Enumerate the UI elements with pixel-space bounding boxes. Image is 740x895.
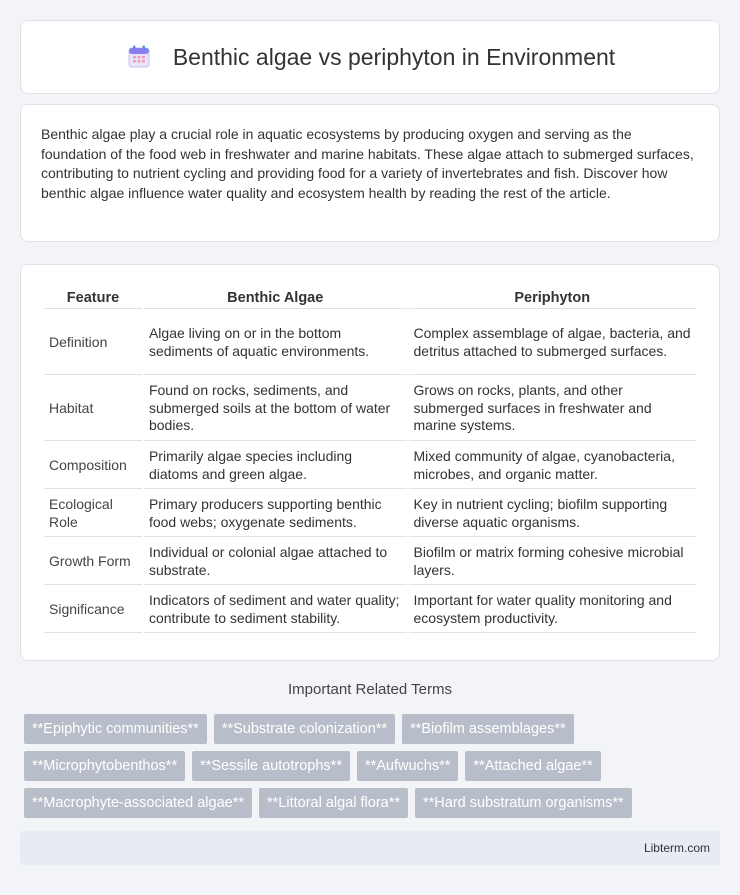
cell-periphyton: Biofilm or matrix forming cohesive microbial layers.: [409, 539, 697, 585]
header-benthic-algae: Benthic Algae: [144, 287, 407, 309]
table-row: [44, 377, 696, 441]
comparison-card: [20, 264, 720, 661]
cell-feature: Ecological Role: [44, 491, 142, 537]
cell-feature: Significance: [44, 587, 142, 633]
cell-periphyton: Complex assemblage of algae, bacteria, and detritus attached to submerged surfaces.: [409, 311, 697, 375]
cell-benthic: Primary producers supporting benthic food webs; oxygenate sediments.: [144, 491, 407, 537]
cell-periphyton: Mixed community of algae, cyanobacteria, microbes, and organic matter.: [409, 443, 697, 489]
related-term-tag[interactable]: **Littoral algal flora**: [259, 788, 408, 818]
related-term-tag[interactable]: **Substrate colonization**: [214, 714, 395, 744]
cell-feature: Growth Form: [44, 539, 142, 585]
table-row: [44, 491, 696, 537]
calendar-icon: [125, 43, 153, 71]
table-row: [44, 443, 696, 489]
header-periphyton: Periphyton: [409, 287, 697, 309]
cell-periphyton: Grows on rocks, plants, and other submerged surfaces in freshwater and marine systems.: [409, 377, 697, 441]
related-term-tag[interactable]: **Biofilm assemblages**: [402, 714, 574, 744]
related-terms-list: [24, 714, 724, 825]
cell-periphyton: Important for water quality monitoring and ecosystem productivity.: [409, 587, 697, 633]
table-row: [44, 311, 696, 375]
intro-text: Benthic algae play a crucial role in aquatic ecosystems by producing oxygen and serving as the foundation of the food web in freshwater and marine habitats. These algae attach to submerged surfaces, contributing to nutrient cycling and providing food for a variety of invertebrates and fish. Discover how benthic algae influence water quality and ecosystem health by reading the rest of the article.: [41, 126, 694, 201]
header-feature: Feature: [44, 287, 142, 309]
header-card: [20, 20, 720, 94]
intro-card: [20, 104, 720, 242]
related-terms-title: Important Related Terms: [288, 681, 452, 698]
table-row: [44, 587, 696, 633]
cell-benthic: Primarily algae species including diatoms and green algae.: [144, 443, 407, 489]
cell-benthic: Individual or colonial algae attached to substrate.: [144, 539, 407, 585]
cell-periphyton: Key in nutrient cycling; biofilm supporting diverse aquatic organisms.: [409, 491, 697, 537]
comparison-table: [42, 285, 698, 635]
related-term-tag[interactable]: **Sessile autotrophs**: [192, 751, 350, 781]
cell-feature: Composition: [44, 443, 142, 489]
cell-benthic: Algae living on or in the bottom sediments of aquatic environments.: [144, 311, 407, 375]
related-term-tag[interactable]: **Epiphytic communities**: [24, 714, 207, 744]
table-header-row: [44, 287, 696, 309]
cell-benthic: Indicators of sediment and water quality; contribute to sediment stability.: [144, 587, 407, 633]
related-term-tag[interactable]: **Microphytobenthos**: [24, 751, 185, 781]
footer: [20, 831, 720, 865]
footer-site-link[interactable]: Libterm.com: [643, 841, 710, 855]
related-term-tag[interactable]: **Macrophyte-associated algae**: [24, 788, 252, 818]
cell-feature: Definition: [44, 311, 142, 375]
related-term-tag[interactable]: **Hard substratum organisms**: [415, 788, 632, 818]
cell-benthic: Found on rocks, sediments, and submerged soils at the bottom of water bodies.: [144, 377, 407, 441]
table-row: [44, 539, 696, 585]
cell-feature: Habitat: [44, 377, 142, 441]
related-term-tag[interactable]: **Aufwuchs**: [357, 751, 458, 781]
page-title: Benthic algae vs periphyton in Environment: [172, 43, 616, 70]
related-term-tag[interactable]: **Attached algae**: [465, 751, 600, 781]
